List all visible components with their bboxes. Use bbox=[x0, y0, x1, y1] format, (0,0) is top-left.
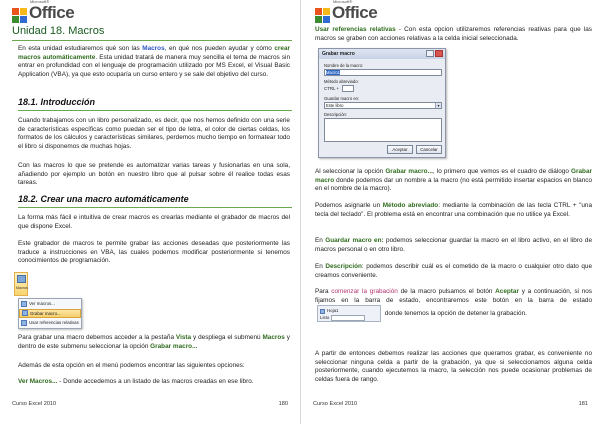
unit-title: Unidad 18. Macros bbox=[12, 25, 105, 37]
menu-item-ver-macros[interactable]: Ver macros... bbox=[19, 299, 81, 309]
section-rule bbox=[18, 110, 292, 111]
office-logo-icon bbox=[315, 8, 330, 23]
logo-product: Office bbox=[29, 3, 75, 22]
close-icon[interactable] bbox=[435, 50, 443, 57]
footer-page-number: 181 bbox=[578, 401, 588, 407]
shortcut-key-input[interactable] bbox=[342, 85, 354, 92]
grabar-macro-dialog bbox=[318, 48, 446, 158]
grabar-macro-paragraph: Al seleccionar la opción Grabar macro..., lo primero que vemos es el cuadro de diálogo Grabar macro donde podemos dar un nombre a la macro (no está permitido insertar espacios en blanco en el nombre de la macro). bbox=[315, 168, 592, 193]
footer-course: Curso Excel 2010 bbox=[313, 401, 358, 407]
macro-name-label: Nombre de la macro: bbox=[324, 63, 364, 68]
footer-course: Curso Excel 2010 bbox=[12, 401, 57, 407]
intro-paragraph-1: Cuando trabajamos con un libro personalizado, es decir, que nos hemos definido con una serie de características específicas como puedan ser el tipo de letra, el color de ciertas celdas, los formatos de los cálculos y características similares, perdemos mucho tiempo en formatear todo el libro si disponemos de muchas hojas. bbox=[18, 117, 290, 150]
relative-references-icon bbox=[21, 320, 27, 326]
create-paragraph-4: Además de esta opción en el menú podemos encontrar las siguientes opciones: bbox=[18, 362, 245, 369]
title-rule bbox=[12, 40, 292, 41]
section-heading-create: 18.2. Crear una macro automáticamente bbox=[18, 194, 189, 204]
status-bar-screenshot: Hoja1 Listo bbox=[317, 305, 381, 322]
comenzar-grabacion-paragraph: Para comenzar la grabación de la macro pulsamos el botón Aceptar y a continuación, si nos fijamos en la barra de estado, encontraremos este botón en la barra de estado Hoja1 Listo donde tenemos la opción de detener la grabación. bbox=[315, 288, 592, 321]
stop-recording-button[interactable] bbox=[331, 315, 365, 321]
ctrl-prefix: CTRL + bbox=[324, 86, 340, 91]
macros-dropdown bbox=[18, 298, 82, 329]
intro-paragraph-2: Con las macros lo que se pretende es automatizar varias tareas y fusionarlas en una sola, añadiendo por ejemplo un botón en nuestro libro que al pulsar sobre él realice todas esas tareas. bbox=[18, 162, 290, 187]
descripcion-paragraph: En Descripción: podemos describir cuál es el cometido de la macro o cualquier otro dato que creamos conveniente. bbox=[315, 263, 593, 279]
right-page bbox=[300, 0, 600, 424]
menu-item-grabar-macro[interactable]: Grabar macro... bbox=[19, 309, 81, 319]
help-icon[interactable] bbox=[426, 50, 434, 57]
view-macros-icon bbox=[21, 301, 27, 307]
description-label: Descripción: bbox=[324, 112, 348, 117]
logo-product: Office bbox=[332, 3, 378, 22]
office-logo-icon bbox=[12, 8, 27, 23]
macros-ribbon-button[interactable]: Macros bbox=[14, 272, 28, 296]
create-paragraph-1: La forma más fácil e intuitiva de crear macros es crearlas mediante el grabador de macros del que dispone Excel. bbox=[18, 214, 290, 230]
save-in-label: Guardar macro en: bbox=[324, 96, 360, 101]
create-paragraph-2: Este grabador de macros te permite grabar las acciones deseadas que posteriormente las traduce a instrucciones en VBA, las cuales podemos modificar posteriormente si tenemos conocimientos de programación. bbox=[18, 240, 290, 265]
intro-paragraph: En esta unidad estudiaremos qué son las Macros, en qué nos pueden ayudar y cómo crear macros automáticamente. Esta unidad tratará de manera muy sencilla el tema de macros sin entrar en profundidad con el lenguaje de programación utilizado por MS Excel, el Visual Basic Application (VBA), ya que esto ocuparía un curso entero y se sale del objetivo del curso. bbox=[18, 45, 290, 78]
section-heading-intro: 18.1. Introducción bbox=[18, 97, 96, 107]
macro-name-input[interactable]: Macro1 bbox=[324, 69, 442, 76]
cancel-button[interactable]: Cancelar bbox=[416, 145, 442, 154]
shortcut-label: Método abreviado: bbox=[324, 79, 359, 84]
logo-brand: Microsoft® bbox=[333, 0, 353, 4]
ver-macros-paragraph: Ver Macros... - Donde accedemos a un listado de las macros creadas en ese libro. bbox=[18, 378, 254, 385]
office-logo bbox=[12, 0, 75, 23]
macros-link[interactable]: Macros bbox=[142, 45, 165, 52]
logo-brand: Microsoft® bbox=[30, 0, 50, 4]
menu-item-referencias-relativas[interactable]: Usar referencias relativas bbox=[19, 318, 81, 328]
description-textarea[interactable] bbox=[324, 118, 442, 142]
macros-menu-screenshot bbox=[14, 272, 82, 332]
accept-button[interactable]: Aceptar bbox=[387, 145, 413, 154]
footer-page-number: 180 bbox=[278, 401, 288, 407]
save-in-select[interactable]: Este libro ▾ bbox=[324, 102, 442, 109]
usar-referencias-paragraph: Usar referencias relativas - Con esta opcion utilizaremos referencias reativas para que las macros se graben con acciones relativas a la celda inicial seleccionada. bbox=[315, 26, 592, 42]
final-paragraph: A partir de entonces debemos realizar las acciones que queramos grabar, es conveniente no seleccionar ninguna celda a partir de la grabación, ya que si seleccionamos alguna celda posteriormente, cuando ejecutemos la macro, la selección nos puede ocasionar problemas de celdas fuera de rango. bbox=[315, 350, 592, 383]
section-rule bbox=[18, 207, 292, 208]
metodo-abreviado-paragraph: Podemos asignarle un Método abreviado: mediante la combinación de las tecla CTRL + "una tecla del teclado". El problema está en encontrar una combinación que no utilice ya Excel. bbox=[315, 202, 592, 218]
create-paragraph-3: Para grabar una macro debemos acceder a la pestaña Vista y despliega el submenú Macros y dentro de este submenu seleccionar la opción Grabar macro... bbox=[18, 334, 290, 350]
office-logo bbox=[315, 0, 378, 23]
guardar-macro-paragraph: En Guardar macro en: podemos seleccionar guardar la macro en el libro activo, en el libro de macros personal o en otro libro. bbox=[315, 237, 592, 253]
record-macro-icon bbox=[22, 310, 28, 316]
macros-icon bbox=[17, 275, 26, 283]
dialog-title: Grabar macro bbox=[319, 49, 445, 59]
chevron-down-icon: ▾ bbox=[435, 103, 441, 108]
